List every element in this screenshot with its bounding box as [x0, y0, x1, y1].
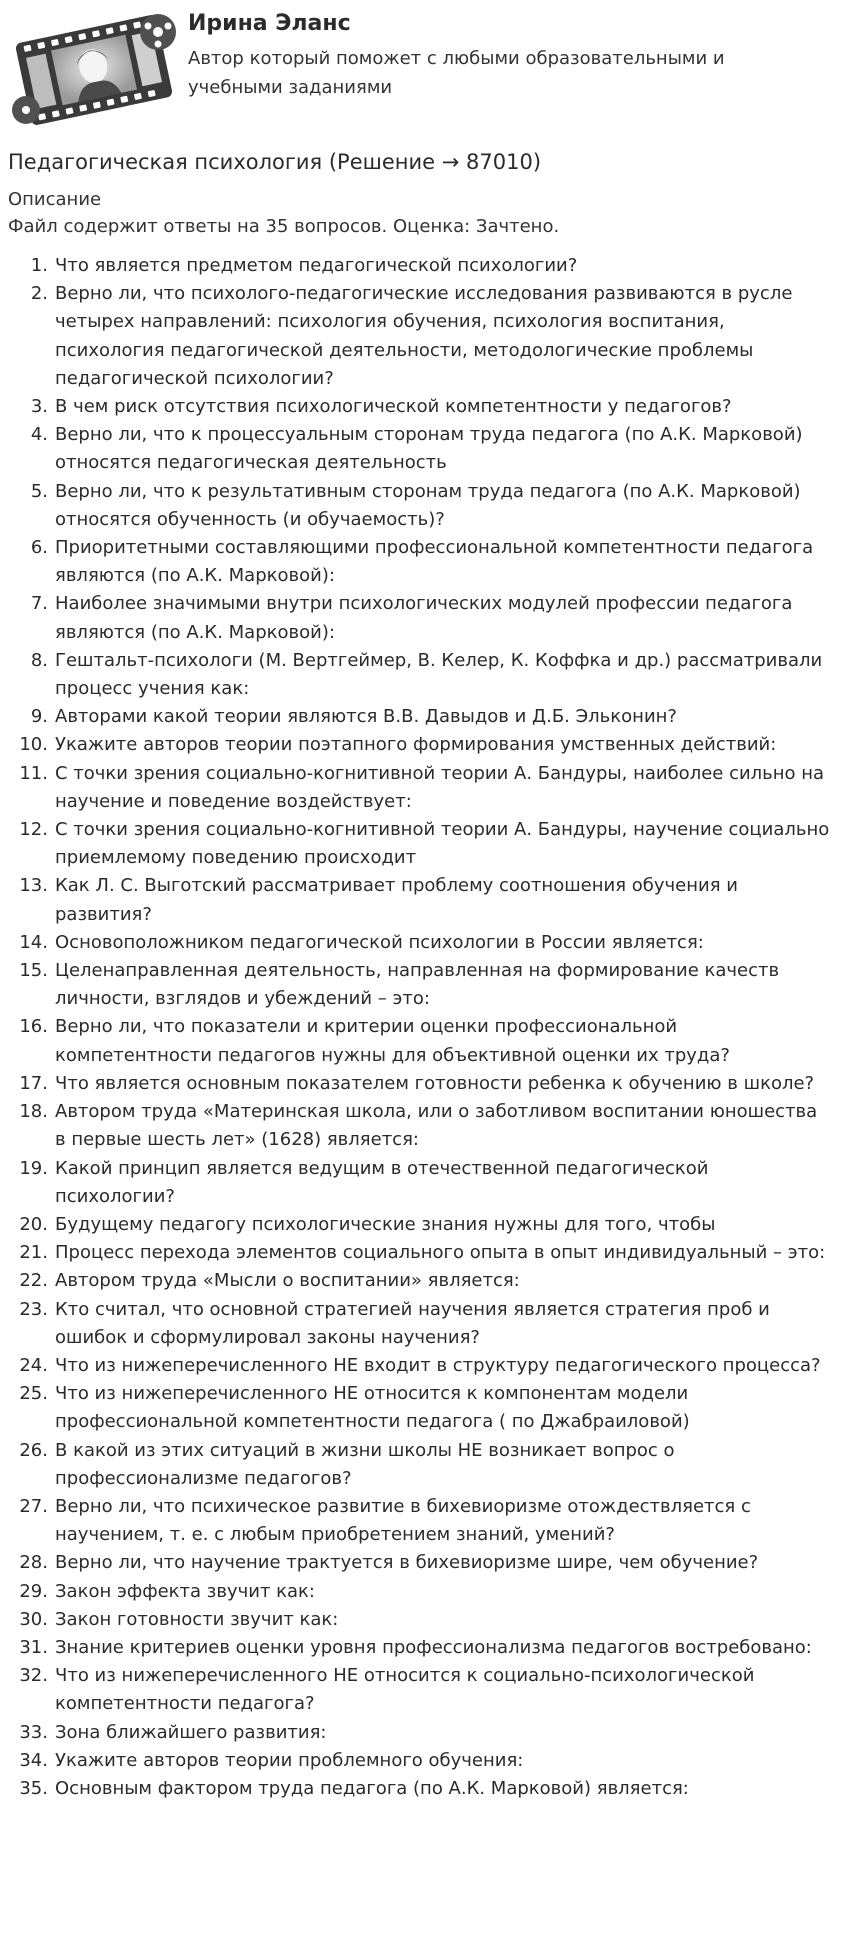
- question-number: 15.: [19, 960, 48, 982]
- question-item: [8, 647, 837, 703]
- question-number: 16.: [19, 1016, 48, 1038]
- question-number: 21.: [19, 1242, 48, 1264]
- question-text: Верно ли, что показатели и критерии оценки профессиональной компетентности педагогов нужны для объективной оценки их труда?: [55, 1016, 730, 1066]
- question-item: [8, 1155, 837, 1211]
- question-item: [8, 1437, 837, 1493]
- question-item: [8, 957, 837, 1013]
- question-number: 18.: [19, 1101, 48, 1123]
- question-item: [8, 929, 837, 957]
- question-item: [8, 1606, 837, 1634]
- question-number: 28.: [19, 1552, 48, 1574]
- question-text: Автором труда «Материнская школа, или о заботливом воспитании юношества в первые шесть лет» (1628) является:: [55, 1101, 818, 1151]
- author-name[interactable]: Ирина Эланс: [188, 11, 351, 36]
- question-text: Что из нижеперечисленного НЕ входит в структуру педагогического процесса?: [55, 1354, 821, 1376]
- question-text: Закон эффекта звучит как:: [55, 1580, 315, 1602]
- question-item: [8, 1239, 837, 1267]
- question-item: [8, 534, 837, 590]
- description-text: Файл содержит ответы на 35 вопросов. Оценка: Зачтено.: [8, 216, 560, 237]
- question-number: 31.: [19, 1636, 48, 1658]
- author-header: [8, 0, 837, 140]
- question-number: 13.: [19, 875, 48, 897]
- question-text: Целенаправленная деятельность, направленная на формирование качеств личности, взглядов и убеждений – это:: [55, 960, 780, 1010]
- question-item: [8, 590, 837, 646]
- question-text: Основоположником педагогической психологии в России является:: [55, 931, 704, 953]
- author-info: [188, 10, 808, 102]
- question-item: [8, 1352, 837, 1380]
- question-text: Знание критериев оценки уровня профессионализма педагогов востребовано:: [55, 1636, 812, 1658]
- question-text: Автором труда «Мысли о воспитании» является:: [55, 1270, 520, 1292]
- question-item: [8, 280, 837, 393]
- question-number: 24.: [19, 1354, 48, 1376]
- question-item: [8, 1719, 837, 1747]
- question-number: 27.: [19, 1495, 48, 1517]
- question-number: 35.: [19, 1777, 48, 1799]
- question-number: 8.: [30, 649, 48, 671]
- question-number: 2.: [30, 283, 48, 305]
- question-text: Верно ли, что к процессуальным сторонам труда педагога (по А.К. Марковой) относятся педагогическая деятельность: [55, 424, 803, 474]
- question-text: В какой из этих ситуаций в жизни школы НЕ возникает вопрос о профессионализме педагогов?: [55, 1439, 675, 1489]
- question-item: [8, 1662, 837, 1718]
- question-number: 11.: [19, 762, 48, 784]
- question-item: [8, 1578, 837, 1606]
- question-number: 19.: [19, 1157, 48, 1179]
- question-text: Закон готовности звучит как:: [55, 1608, 339, 1630]
- question-text: Как Л. С. Выготский рассматривает проблему соотношения обучения и развития?: [55, 875, 738, 925]
- question-item: [8, 421, 837, 477]
- question-item: [8, 731, 837, 759]
- question-text: Будущему педагогу психологические знания нужны для того, чтобы: [55, 1213, 716, 1235]
- question-item: [8, 760, 837, 816]
- question-item: [8, 1380, 837, 1436]
- question-text: Наиболее значимыми внутри психологических модулей профессии педагога являются (по А.К. Марковой):: [55, 593, 793, 643]
- question-number: 4.: [30, 424, 48, 446]
- question-item: [8, 1493, 837, 1549]
- question-item: [8, 1634, 837, 1662]
- question-text: Укажите авторов теории проблемного обучения:: [55, 1749, 524, 1771]
- question-number: 32.: [19, 1665, 48, 1687]
- question-number: 1.: [30, 255, 48, 276]
- question-number: 33.: [19, 1721, 48, 1743]
- question-item: [8, 703, 837, 731]
- question-item: [8, 1775, 837, 1803]
- question-text: С точки зрения социально-когнитивной теории А. Бандуры, наиболее сильно на научение и поведение воздействует:: [55, 762, 825, 812]
- question-number: 5.: [30, 480, 48, 502]
- question-number: 14.: [19, 931, 48, 953]
- question-number: 6.: [30, 537, 48, 559]
- question-number: 3.: [30, 396, 48, 418]
- question-number: 29.: [19, 1580, 48, 1602]
- question-text: Процесс перехода элементов социального опыта в опыт индивидуальный – это:: [55, 1242, 826, 1264]
- question-item: [8, 1747, 837, 1775]
- question-text: Верно ли, что психолого-педагогические исследования развиваются в русле четырех направлений: психология обучения, психология воспитания, психология педагогической деятельности, методологические проблемы педагогической психологии?: [55, 283, 793, 389]
- question-item: [8, 1070, 837, 1098]
- question-number: 26.: [19, 1439, 48, 1461]
- question-text: Верно ли, что психическое развитие в бихевиоризме отождествляется с научением, т. е. с любым приобретением знаний, умений?: [55, 1495, 751, 1546]
- question-text: Верно ли, что научение трактуется в бихевиоризме шире, чем обучение?: [55, 1552, 759, 1574]
- author-description: Автор который поможет с любыми образовательными и учебными заданиями: [188, 48, 725, 98]
- question-text: Авторами какой теории являются В.В. Давыдов и Д.Б. Эльконин?: [55, 706, 677, 728]
- question-item: [8, 478, 837, 534]
- question-item: [8, 252, 837, 280]
- question-number: 12.: [19, 819, 48, 841]
- question-number: 9.: [30, 706, 48, 728]
- document-title: Педагогическая психология (Решение → 87010): [8, 150, 542, 174]
- question-item: [8, 872, 837, 928]
- question-text: Приоритетными составляющими профессиональной компетентности педагога являются (по А.К. Марковой):: [55, 537, 814, 587]
- question-text: Верно ли, что к результативным сторонам труда педагога (по А.К. Марковой) относятся обученность (и обучаемость)?: [55, 480, 801, 530]
- question-text: Кто считал, что основной стратегией научения является стратегия проб и ошибок и сформулировал законы научения?: [55, 1298, 770, 1348]
- question-item: [8, 1267, 837, 1295]
- author-avatar[interactable]: [8, 10, 180, 130]
- question-text: Основным фактором труда педагога (по А.К. Марковой) является:: [55, 1777, 689, 1799]
- question-text: Зона ближайшего развития:: [55, 1721, 327, 1743]
- question-number: 22.: [19, 1270, 48, 1292]
- question-text: Что из нижеперечисленного НЕ относится к компонентам модели профессиональной компетентности педагога ( по Джабраиловой): [55, 1383, 690, 1433]
- question-number: 17.: [19, 1072, 48, 1094]
- question-text: Укажите авторов теории поэтапного формирования умственных действий:: [55, 734, 777, 756]
- question-number: 20.: [19, 1213, 48, 1235]
- question-text: С точки зрения социально-когнитивной теории А. Бандуры, научение социально приемлемому поведению происходит: [55, 819, 830, 869]
- question-text: Гештальт-психологи (М. Вертгеймер, В. Келер, К. Коффка и др.) рассматривали процесс учения как:: [55, 649, 823, 700]
- question-item: [8, 393, 837, 421]
- question-item: [8, 1296, 837, 1352]
- question-item: [8, 816, 837, 872]
- question-item: [8, 1211, 837, 1239]
- questions-list: [8, 252, 837, 1803]
- question-number: 34.: [19, 1749, 48, 1771]
- question-number: 7.: [30, 593, 48, 615]
- question-number: 23.: [19, 1298, 48, 1320]
- question-text: Что является предметом педагогической психологии?: [55, 255, 578, 276]
- question-number: 25.: [19, 1383, 48, 1405]
- question-item: [8, 1013, 837, 1069]
- question-item: [8, 1549, 837, 1577]
- question-item: [8, 1098, 837, 1154]
- question-text: Что из нижеперечисленного НЕ относится к социально-психологической компетентности педагога?: [55, 1665, 755, 1715]
- question-number: 10.: [19, 734, 48, 756]
- question-text: Что является основным показателем готовности ребенка к обучению в школе?: [55, 1072, 815, 1094]
- question-number: 30.: [19, 1608, 48, 1630]
- description-label: Описание: [8, 189, 102, 210]
- question-text: В чем риск отсутствия психологической компетентности у педагогов?: [55, 396, 732, 418]
- question-text: Какой принцип является ведущим в отечественной педагогической психологии?: [55, 1157, 709, 1207]
